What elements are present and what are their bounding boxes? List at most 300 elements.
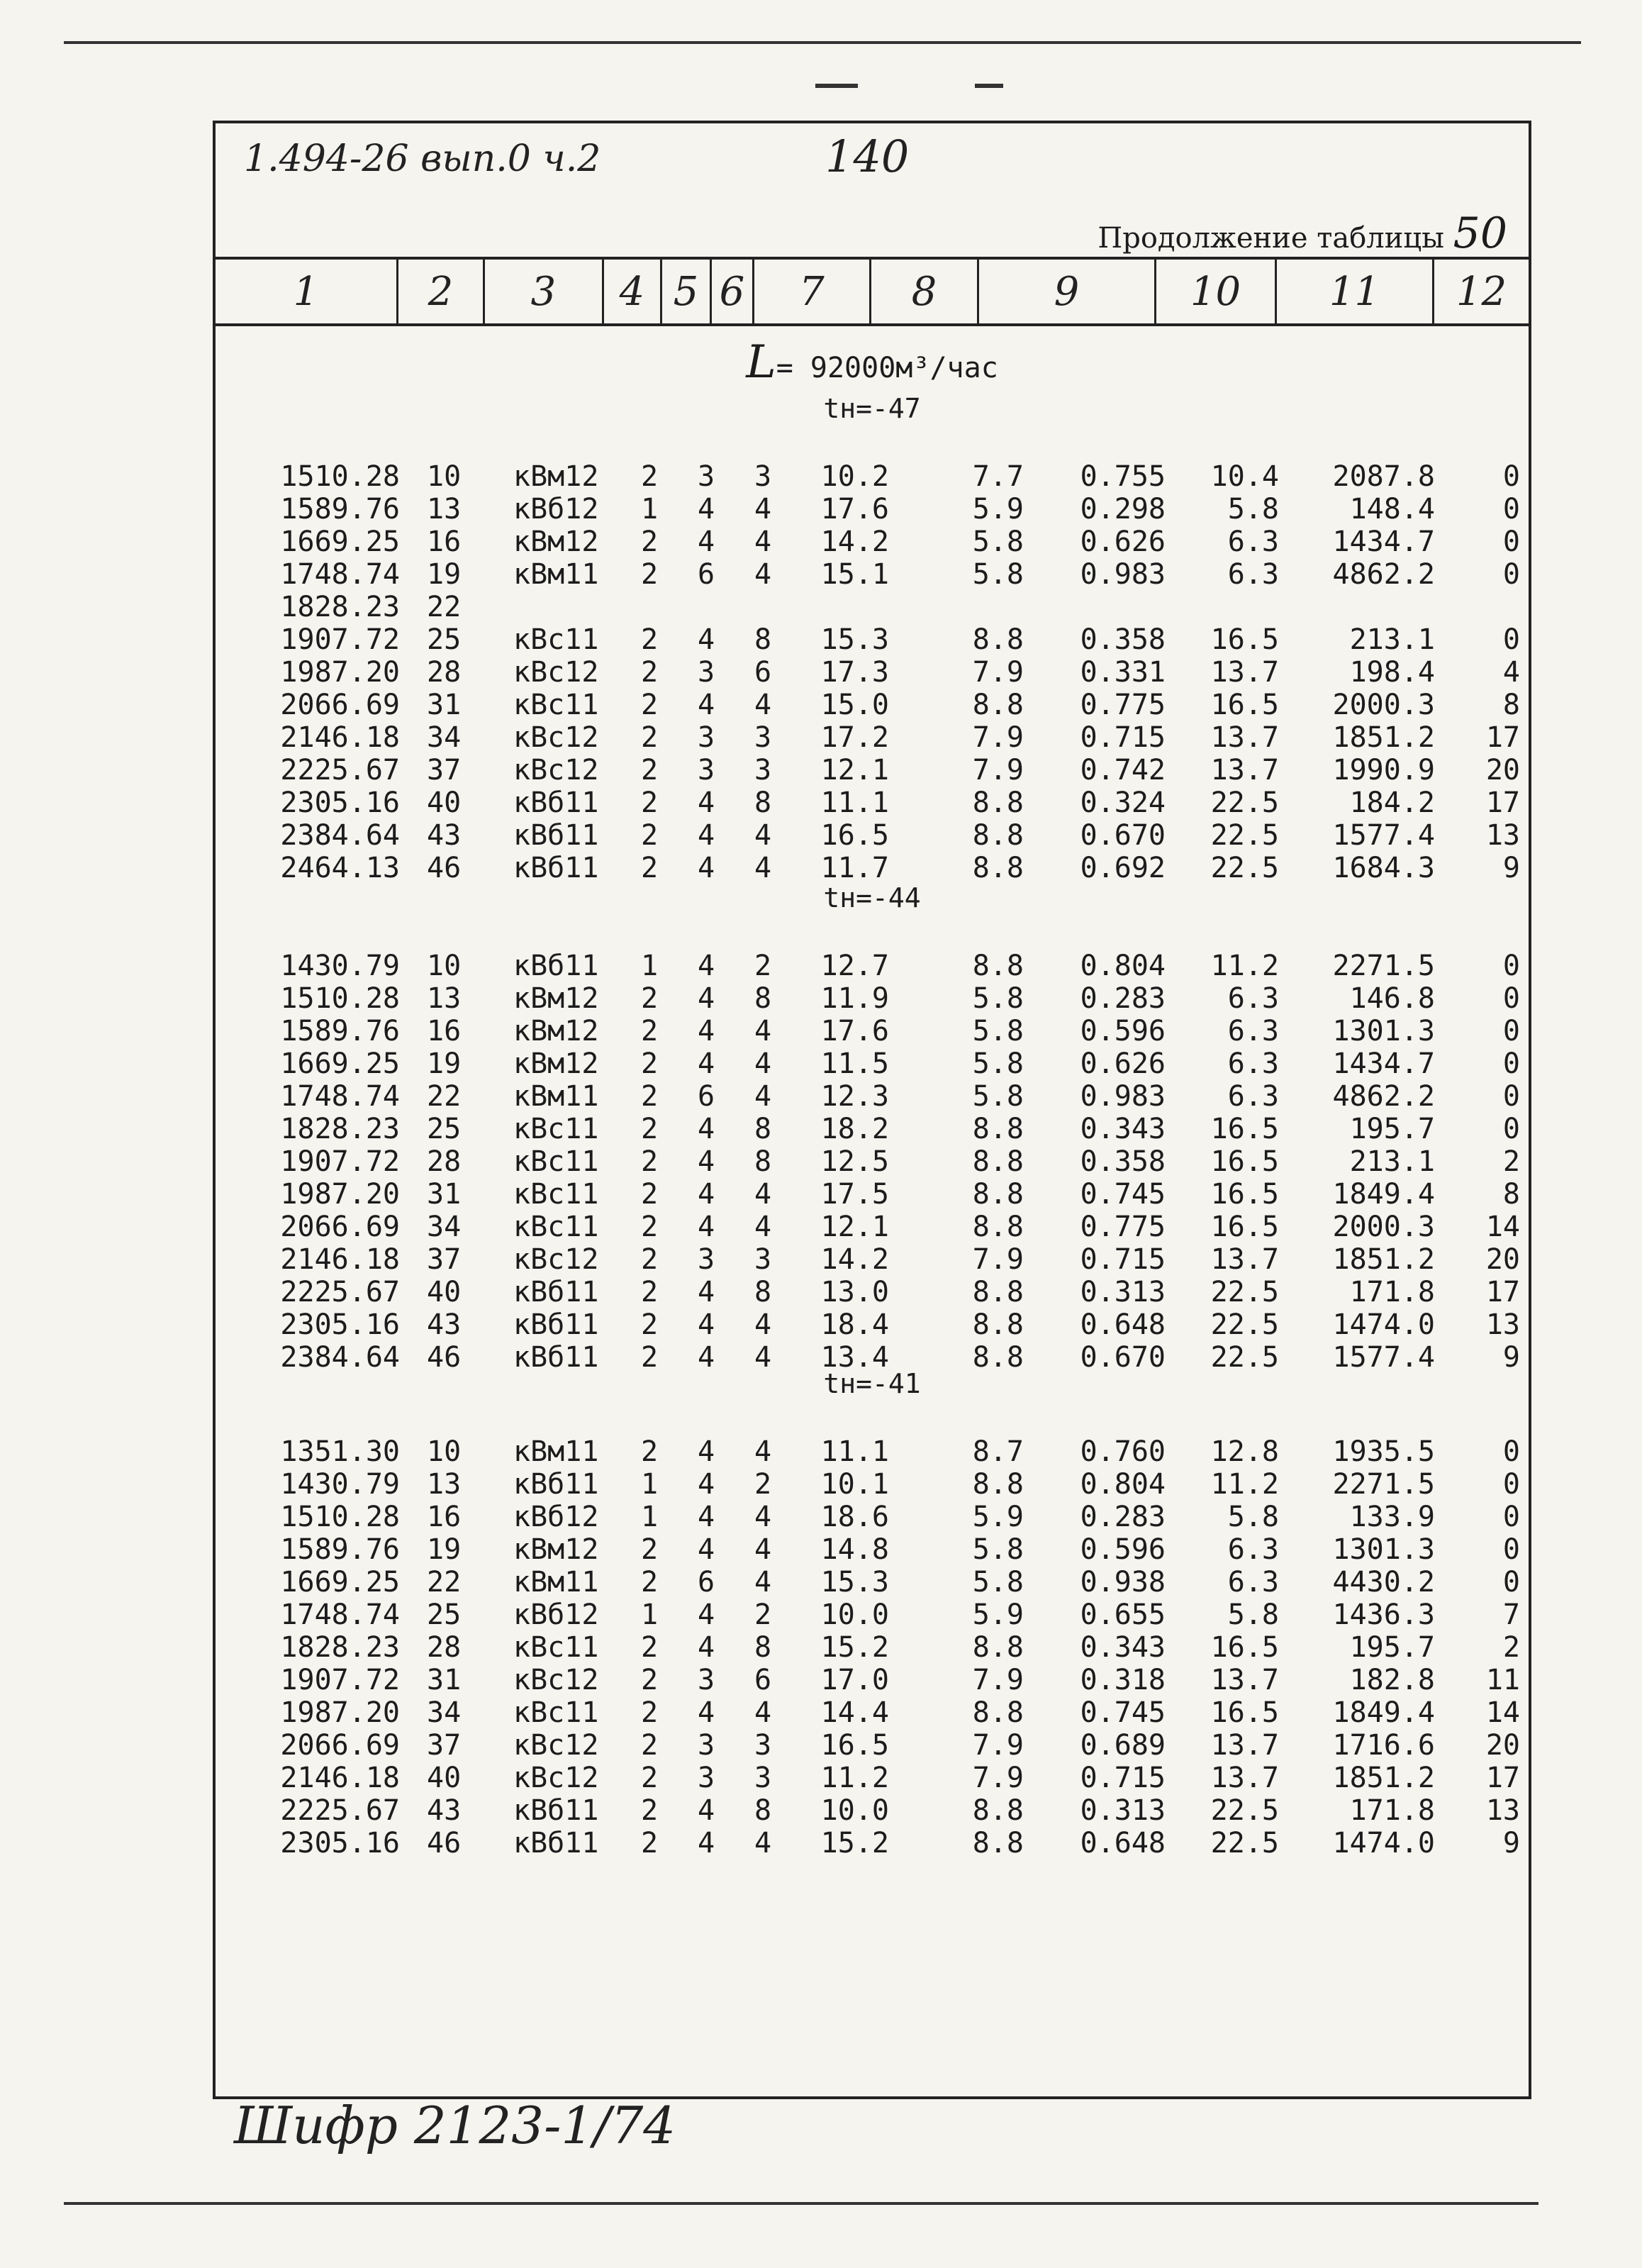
cell-col-5: 4: [698, 1533, 715, 1566]
cell-col-4: 2: [641, 721, 659, 754]
cell-col-12: 0: [1502, 1015, 1520, 1047]
column-header-1: 1: [216, 260, 398, 323]
cell-col-5: 4: [698, 819, 715, 852]
cell-col-6: 8: [754, 1145, 772, 1178]
cell-col-12: 9: [1502, 1827, 1520, 1860]
cell-col-8: 8.8: [972, 819, 1024, 852]
cell-col-5: 6: [698, 558, 715, 591]
cell-col-1: 1987.20: [280, 656, 400, 689]
cell-col-5: 4: [698, 1047, 715, 1080]
cell-col-7: 12.7: [820, 950, 889, 982]
cell-col-8: 5.9: [972, 1501, 1024, 1533]
cell-col-10: 10.4: [1210, 460, 1279, 493]
cell-col-6: 8: [754, 1631, 772, 1664]
cell-col-7: 12.1: [820, 754, 889, 786]
table-row: [216, 1794, 1529, 1827]
cell-col-4: 2: [641, 1435, 659, 1468]
table-row: [216, 1113, 1529, 1145]
cell-col-9: 0.760: [1080, 1435, 1166, 1468]
cell-col-9: 0.313: [1080, 1794, 1166, 1827]
cell-col-10: 6.3: [1227, 1080, 1279, 1113]
cell-col-2: 43: [427, 1308, 462, 1341]
cell-col-2: 34: [427, 721, 462, 754]
cell-col-2: 22: [427, 1566, 462, 1599]
cell-col-5: 3: [698, 721, 715, 754]
cell-col-9: 0.689: [1080, 1729, 1166, 1762]
cell-col-12: 0: [1502, 982, 1520, 1015]
cell-col-2: 40: [427, 1276, 462, 1308]
cell-col-6: 4: [754, 689, 772, 721]
cell-col-9: 0.670: [1080, 819, 1166, 852]
cell-col-4: 2: [641, 1533, 659, 1566]
cell-col-3: кВб11: [513, 1468, 599, 1501]
cell-col-2: 10: [427, 460, 462, 493]
cell-col-3: кВм12: [513, 460, 599, 493]
cell-col-2: 10: [427, 1435, 462, 1468]
table-frame: [213, 121, 1531, 2099]
cell-col-2: 16: [427, 1501, 462, 1533]
cell-col-12: 0: [1502, 1113, 1520, 1145]
scan-top-line: [64, 41, 1581, 44]
cipher-footer: Шифр 2123-1/74: [234, 2096, 676, 2155]
cell-col-11: 4862.2: [1332, 558, 1435, 591]
table-row: [216, 656, 1529, 689]
cell-col-6: 4: [754, 558, 772, 591]
cell-col-11: 1434.7: [1332, 1047, 1435, 1080]
table-row: [216, 1276, 1529, 1308]
cell-col-12: 8: [1502, 689, 1520, 721]
cell-col-5: 4: [698, 852, 715, 884]
cell-col-11: 1851.2: [1332, 721, 1435, 754]
cell-col-9: 0.983: [1080, 1080, 1166, 1113]
cell-col-11: 171.8: [1349, 1276, 1435, 1308]
cell-col-10: 13.7: [1210, 1729, 1279, 1762]
cell-col-4: 2: [641, 1211, 659, 1243]
cell-col-3: кВс11: [513, 1178, 599, 1211]
table-row: [216, 1599, 1529, 1631]
cell-col-9: 0.745: [1080, 1178, 1166, 1211]
cell-col-11: 2271.5: [1332, 950, 1435, 982]
cell-col-4: 2: [641, 1566, 659, 1599]
cell-col-9: 0.358: [1080, 1145, 1166, 1178]
cell-col-12: 13: [1485, 1794, 1520, 1827]
cell-col-6: 4: [754, 819, 772, 852]
cell-col-12: 0: [1502, 1047, 1520, 1080]
cell-col-3: кВс11: [513, 689, 599, 721]
cell-col-8: 5.8: [972, 982, 1024, 1015]
cell-col-4: 2: [641, 1015, 659, 1047]
cell-col-9: 0.343: [1080, 1113, 1166, 1145]
cell-col-11: 213.1: [1349, 1145, 1435, 1178]
column-header-5: 5: [662, 260, 712, 323]
cell-col-12: 9: [1502, 1341, 1520, 1374]
cell-col-3: кВм11: [513, 1435, 599, 1468]
cell-col-9: 0.626: [1080, 526, 1166, 558]
cell-col-5: 4: [698, 623, 715, 656]
cell-col-10: 13.7: [1210, 1243, 1279, 1276]
flow-value: = 92000м³/час: [776, 352, 998, 384]
column-header-8: 8: [871, 260, 979, 323]
cell-col-3: кВб12: [513, 493, 599, 526]
cell-col-2: 28: [427, 1145, 462, 1178]
cell-col-7: 18.2: [820, 1113, 889, 1145]
cell-col-1: 2066.69: [280, 1211, 400, 1243]
cell-col-5: 3: [698, 1729, 715, 1762]
cell-col-6: 4: [754, 1827, 772, 1860]
table-row: [216, 1827, 1529, 1860]
cell-col-7: 14.8: [820, 1533, 889, 1566]
cell-col-2: 37: [427, 754, 462, 786]
cell-col-5: 6: [698, 1080, 715, 1113]
cell-col-10: 22.5: [1210, 1341, 1279, 1374]
cell-col-12: 14: [1485, 1696, 1520, 1729]
table-row: [216, 1145, 1529, 1178]
cell-col-5: 3: [698, 1664, 715, 1696]
cell-col-2: 31: [427, 1664, 462, 1696]
cell-col-4: 2: [641, 526, 659, 558]
cell-col-1: 1589.76: [280, 1533, 400, 1566]
cell-col-6: 6: [754, 1664, 772, 1696]
cell-col-3: кВс11: [513, 623, 599, 656]
cell-col-2: 46: [427, 1827, 462, 1860]
table-row: [216, 950, 1529, 982]
cell-col-8: 8.8: [972, 1631, 1024, 1664]
cell-col-1: 2146.18: [280, 1243, 400, 1276]
cell-col-3: кВб11: [513, 852, 599, 884]
cell-col-11: 1684.3: [1332, 852, 1435, 884]
cell-col-10: 11.2: [1210, 1468, 1279, 1501]
cell-col-5: 4: [698, 1696, 715, 1729]
cell-col-7: 11.1: [820, 1435, 889, 1468]
cell-col-7: 10.2: [820, 460, 889, 493]
cell-col-2: 34: [427, 1211, 462, 1243]
cell-col-9: 0.648: [1080, 1308, 1166, 1341]
cell-col-8: 5.9: [972, 493, 1024, 526]
cell-col-10: 22.5: [1210, 1308, 1279, 1341]
table-row: [216, 1566, 1529, 1599]
cell-col-3: кВб11: [513, 950, 599, 982]
table-row: [216, 786, 1529, 819]
cell-col-10: 6.3: [1227, 982, 1279, 1015]
cell-col-10: 5.8: [1227, 1599, 1279, 1631]
cell-col-4: 2: [641, 558, 659, 591]
cell-col-7: 10.0: [820, 1794, 889, 1827]
cell-col-11: 148.4: [1349, 493, 1435, 526]
cell-col-3: кВм11: [513, 558, 599, 591]
continuation-label: [1098, 209, 1507, 258]
cell-col-9: 0.596: [1080, 1015, 1166, 1047]
table-row: [216, 1501, 1529, 1533]
cell-col-7: 12.5: [820, 1145, 889, 1178]
cell-col-2: 31: [427, 1178, 462, 1211]
cell-col-6: 8: [754, 982, 772, 1015]
cell-col-9: 0.938: [1080, 1566, 1166, 1599]
cell-col-1: 1510.28: [280, 982, 400, 1015]
table-row: [216, 493, 1529, 526]
cell-col-7: 11.5: [820, 1047, 889, 1080]
continuation-text: Продолжение таблицы: [1098, 222, 1444, 255]
cell-col-4: 2: [641, 1145, 659, 1178]
cell-col-12: 20: [1485, 1729, 1520, 1762]
cell-col-1: 2305.16: [280, 1308, 400, 1341]
cell-col-4: 2: [641, 1308, 659, 1341]
cell-col-8: 8.7: [972, 1435, 1024, 1468]
table-row: [216, 689, 1529, 721]
cell-col-9: 0.804: [1080, 950, 1166, 982]
cell-col-3: кВб12: [513, 1501, 599, 1533]
cell-col-10: 6.3: [1227, 1566, 1279, 1599]
cell-col-1: 2384.64: [280, 819, 400, 852]
cell-col-7: 18.6: [820, 1501, 889, 1533]
cell-col-10: 16.5: [1210, 1696, 1279, 1729]
cell-col-6: 4: [754, 1308, 772, 1341]
cell-col-8: 7.9: [972, 721, 1024, 754]
cell-col-3: кВб11: [513, 1827, 599, 1860]
cell-col-3: кВм12: [513, 1047, 599, 1080]
cell-col-12: 11: [1485, 1664, 1520, 1696]
cell-col-4: 2: [641, 1178, 659, 1211]
cell-col-8: 8.8: [972, 786, 1024, 819]
cell-col-3: кВс12: [513, 1664, 599, 1696]
cell-col-8: 8.8: [972, 623, 1024, 656]
cell-col-11: 1474.0: [1332, 1827, 1435, 1860]
cell-col-7: 16.5: [820, 819, 889, 852]
cell-col-2: 43: [427, 1794, 462, 1827]
cell-col-8: 5.8: [972, 558, 1024, 591]
cell-col-10: 22.5: [1210, 819, 1279, 852]
cell-col-1: 2146.18: [280, 721, 400, 754]
cell-col-5: 4: [698, 493, 715, 526]
cell-col-12: 17: [1485, 721, 1520, 754]
cell-col-4: 2: [641, 1696, 659, 1729]
cell-col-12: 14: [1485, 1211, 1520, 1243]
cell-col-9: 0.655: [1080, 1599, 1166, 1631]
cell-col-2: 28: [427, 656, 462, 689]
cell-col-10: 6.3: [1227, 1533, 1279, 1566]
cell-col-1: 2305.16: [280, 786, 400, 819]
cell-col-7: 10.1: [820, 1468, 889, 1501]
cell-col-7: 11.2: [820, 1762, 889, 1794]
flow-title: [216, 336, 1529, 389]
cell-col-11: 171.8: [1349, 1794, 1435, 1827]
cell-col-2: 25: [427, 623, 462, 656]
cell-col-12: 9: [1502, 852, 1520, 884]
cell-col-9: 0.283: [1080, 982, 1166, 1015]
cell-col-5: 4: [698, 786, 715, 819]
cell-col-1: 1669.25: [280, 1566, 400, 1599]
cell-col-10: 16.5: [1210, 1211, 1279, 1243]
cell-col-9: 0.692: [1080, 852, 1166, 884]
cell-col-8: 8.8: [972, 950, 1024, 982]
cell-col-4: 2: [641, 1631, 659, 1664]
cell-col-12: 0: [1502, 950, 1520, 982]
cell-col-1: 1748.74: [280, 1599, 400, 1631]
cell-col-6: 8: [754, 786, 772, 819]
cell-col-11: 1577.4: [1332, 819, 1435, 852]
cell-col-3: кВб11: [513, 1308, 599, 1341]
cell-col-7: 17.5: [820, 1178, 889, 1211]
cell-col-6: 3: [754, 754, 772, 786]
cell-col-4: 2: [641, 786, 659, 819]
cell-col-2: 37: [427, 1729, 462, 1762]
cell-col-9: 0.804: [1080, 1468, 1166, 1501]
cell-col-2: 19: [427, 1533, 462, 1566]
cell-col-9: 0.626: [1080, 1047, 1166, 1080]
cell-col-9: 0.358: [1080, 623, 1166, 656]
cell-col-5: 6: [698, 1566, 715, 1599]
cell-col-3: кВм11: [513, 1080, 599, 1113]
table-row: [216, 1468, 1529, 1501]
cell-col-9: 0.648: [1080, 1827, 1166, 1860]
cell-col-3: кВб11: [513, 1341, 599, 1374]
cell-col-3: кВс12: [513, 656, 599, 689]
cell-col-11: 182.8: [1349, 1664, 1435, 1696]
cell-col-9: 0.318: [1080, 1664, 1166, 1696]
cell-col-6: 4: [754, 1211, 772, 1243]
table-row: [216, 1080, 1529, 1113]
cell-col-1: 1510.28: [280, 460, 400, 493]
cell-col-8: 7.9: [972, 754, 1024, 786]
cell-col-4: 1: [641, 950, 659, 982]
cell-col-12: 4: [1502, 656, 1520, 689]
section-label: tн=-47: [823, 393, 921, 424]
cell-col-6: 4: [754, 1047, 772, 1080]
cell-col-12: 0: [1502, 558, 1520, 591]
cell-col-2: 43: [427, 819, 462, 852]
cell-col-6: 4: [754, 1080, 772, 1113]
cell-col-11: 1851.2: [1332, 1762, 1435, 1794]
cell-col-4: 2: [641, 819, 659, 852]
table-row: [216, 623, 1529, 656]
scan-mark: [815, 84, 858, 88]
cell-col-5: 4: [698, 1631, 715, 1664]
cell-col-7: 14.2: [820, 1243, 889, 1276]
cell-col-6: 6: [754, 656, 772, 689]
cell-col-8: 8.8: [972, 1341, 1024, 1374]
cell-col-6: 8: [754, 1276, 772, 1308]
cell-col-1: 1828.23: [280, 591, 400, 623]
cell-col-10: 13.7: [1210, 1664, 1279, 1696]
cell-col-10: 16.5: [1210, 1631, 1279, 1664]
column-header-10: 10: [1156, 260, 1277, 323]
cell-col-3: кВс11: [513, 1696, 599, 1729]
cell-col-1: 1987.20: [280, 1178, 400, 1211]
cell-col-4: 2: [641, 1243, 659, 1276]
cell-col-4: 2: [641, 656, 659, 689]
cell-col-6: 3: [754, 1729, 772, 1762]
cell-col-8: 5.9: [972, 1599, 1024, 1631]
cell-col-4: 2: [641, 1341, 659, 1374]
cell-col-6: 8: [754, 1113, 772, 1145]
cell-col-6: 2: [754, 950, 772, 982]
cell-col-11: 195.7: [1349, 1113, 1435, 1145]
cell-col-7: 17.3: [820, 656, 889, 689]
cell-col-2: 46: [427, 852, 462, 884]
cell-col-11: 1990.9: [1332, 754, 1435, 786]
cell-col-2: 13: [427, 982, 462, 1015]
cell-col-12: 0: [1502, 1435, 1520, 1468]
cell-col-1: 2464.13: [280, 852, 400, 884]
cell-col-3: кВб11: [513, 786, 599, 819]
cell-col-7: 15.2: [820, 1827, 889, 1860]
column-header-11: 11: [1277, 260, 1434, 323]
table-row: [216, 1762, 1529, 1794]
cell-col-10: 6.3: [1227, 1015, 1279, 1047]
cell-col-1: 1589.76: [280, 1015, 400, 1047]
cell-col-12: 13: [1485, 1308, 1520, 1341]
cell-col-10: 5.8: [1227, 1501, 1279, 1533]
cell-col-3: кВс12: [513, 1762, 599, 1794]
cell-col-4: 2: [641, 689, 659, 721]
cell-col-11: 1716.6: [1332, 1729, 1435, 1762]
cell-col-2: 19: [427, 1047, 462, 1080]
cell-col-6: 4: [754, 1015, 772, 1047]
cell-col-12: 0: [1502, 526, 1520, 558]
cell-col-8: 7.7: [972, 460, 1024, 493]
cell-col-8: 8.8: [972, 1276, 1024, 1308]
cell-col-11: 1849.4: [1332, 1696, 1435, 1729]
cell-col-9: 0.745: [1080, 1696, 1166, 1729]
table-row: [216, 1435, 1529, 1468]
cell-col-9: 0.715: [1080, 721, 1166, 754]
cell-col-12: 0: [1502, 493, 1520, 526]
cell-col-10: 22.5: [1210, 852, 1279, 884]
table-row: [216, 1664, 1529, 1696]
cell-col-11: 1849.4: [1332, 1178, 1435, 1211]
cell-col-7: 15.1: [820, 558, 889, 591]
cell-col-5: 4: [698, 1501, 715, 1533]
cell-col-9: 0.983: [1080, 558, 1166, 591]
cell-col-1: 1748.74: [280, 1080, 400, 1113]
cell-col-8: 8.8: [972, 1827, 1024, 1860]
cell-col-5: 4: [698, 1113, 715, 1145]
cell-col-8: 5.8: [972, 1533, 1024, 1566]
cell-col-7: 12.3: [820, 1080, 889, 1113]
cell-col-11: 2087.8: [1332, 460, 1435, 493]
cell-col-7: 15.3: [820, 623, 889, 656]
cell-col-2: 28: [427, 1631, 462, 1664]
cell-col-8: 5.8: [972, 1047, 1024, 1080]
cell-col-7: 17.0: [820, 1664, 889, 1696]
cell-col-7: 11.1: [820, 786, 889, 819]
cell-col-2: 16: [427, 1015, 462, 1047]
flow-symbol: L: [746, 336, 776, 389]
cell-col-7: 15.2: [820, 1631, 889, 1664]
cell-col-9: 0.283: [1080, 1501, 1166, 1533]
table-row: [216, 1308, 1529, 1341]
cell-col-6: 3: [754, 721, 772, 754]
cell-col-11: 4430.2: [1332, 1566, 1435, 1599]
cell-col-10: 16.5: [1210, 1113, 1279, 1145]
cell-col-8: 7.9: [972, 1729, 1024, 1762]
cell-col-8: 7.9: [972, 1243, 1024, 1276]
cell-col-8: 8.8: [972, 689, 1024, 721]
cell-col-1: 1589.76: [280, 493, 400, 526]
cell-col-8: 8.8: [972, 1794, 1024, 1827]
cell-col-7: 14.2: [820, 526, 889, 558]
cell-col-5: 4: [698, 950, 715, 982]
cell-col-3: кВб11: [513, 1794, 599, 1827]
cell-col-11: 1301.3: [1332, 1533, 1435, 1566]
section-label: tн=-44: [823, 882, 921, 913]
cell-col-11: 1434.7: [1332, 526, 1435, 558]
cell-col-11: 2000.3: [1332, 689, 1435, 721]
table-row: [216, 1015, 1529, 1047]
cell-col-3: кВб11: [513, 1276, 599, 1308]
cell-col-2: 25: [427, 1599, 462, 1631]
cell-col-9: 0.715: [1080, 1243, 1166, 1276]
cell-col-3: кВм12: [513, 1533, 599, 1566]
